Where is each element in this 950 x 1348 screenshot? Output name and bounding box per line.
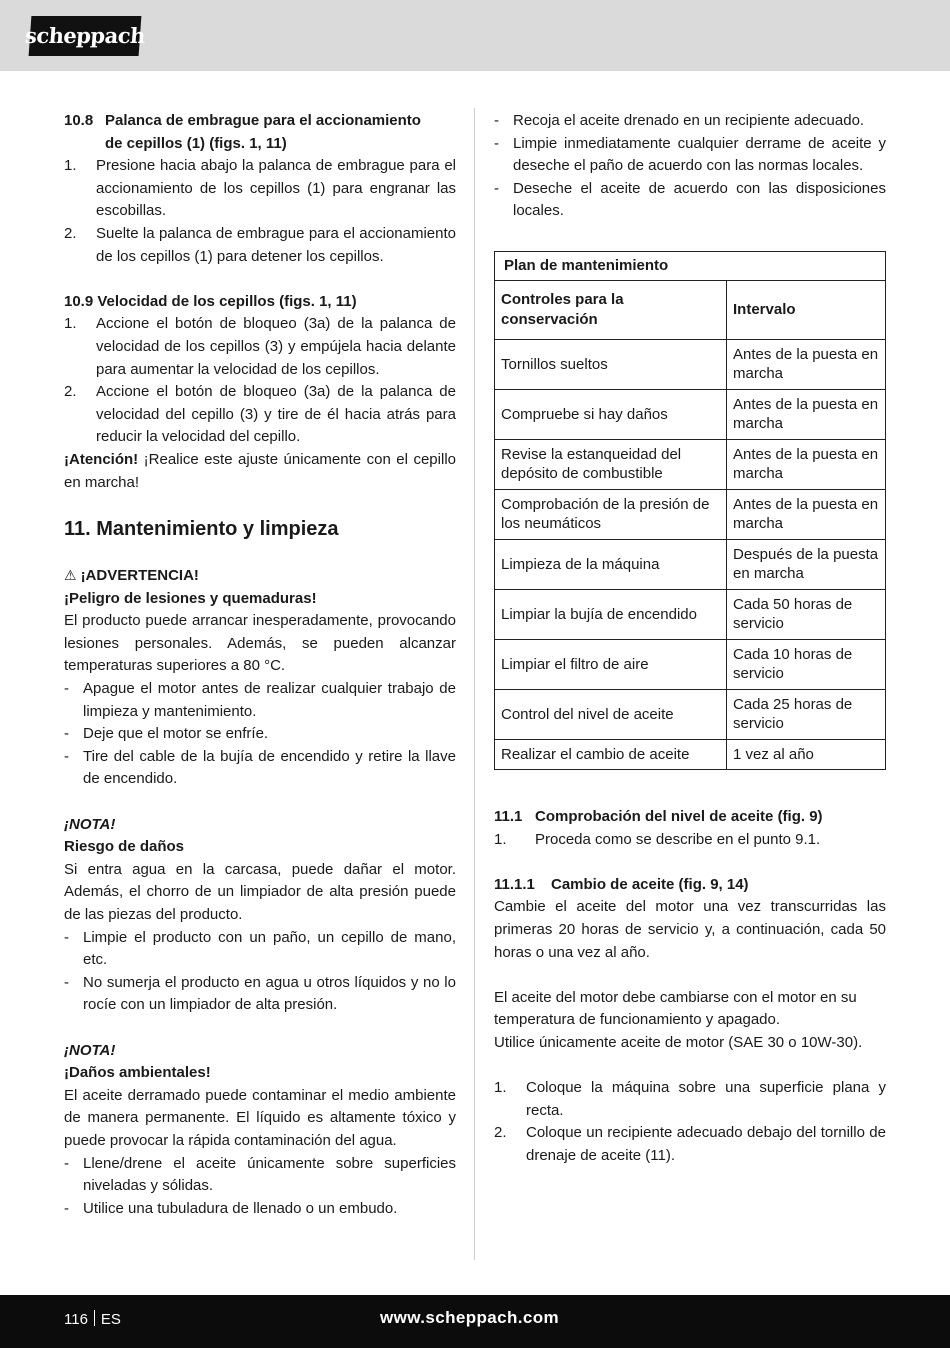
list-item: - Deje que el motor se enfríe.: [64, 725, 269, 743]
list-item: - Utilice una tubuladura de llenado o un embudo.: [64, 1199, 398, 1217]
section-11-1-heading: 11.1 Comprobación del nivel de aceite (fig. 9): [494, 807, 823, 825]
note-heading: ¡NOTA!: [64, 1041, 116, 1059]
list-item: - Deseche el aceite de acuerdo con las disposiciones locales.: [494, 179, 886, 220]
note-subheading: Riesgo de daños: [64, 838, 185, 856]
table-row: Control del nivel de aceite Cada 25 horas de servicio: [495, 689, 886, 739]
list-item: 1. Proceda como se describe en el punto 9.1.: [494, 830, 821, 848]
list-item: - Limpie inmediatamente cualquier derrame de aceite y deseche el paño de acuerdo con las normas locales.: [494, 134, 886, 175]
header-bar: [0, 0, 950, 71]
oil-change-text: Utilice únicamente aceite de motor (SAE 30 o 10W-30).: [494, 1033, 863, 1051]
table-row: Limpiar el filtro de aire Cada 10 horas de servicio: [495, 639, 886, 689]
list-item: - Llene/drene el aceite únicamente sobre superficies niveladas y sólidas.: [64, 1154, 456, 1195]
oil-change-text: Cambie el aceite del motor una vez transcurridas las primeras 20 horas de servicio y, a continuación, cada 50 horas o una vez al año.: [494, 898, 886, 961]
table-row: Realizar el cambio de aceite 1 vez al año: [495, 739, 886, 769]
list-item: 2. Suelte la palanca de embrague para el accionamiento de los cepillos (1) para detener los cepillos.: [64, 224, 456, 265]
list-item: - Apague el motor antes de realizar cualquier trabajo de limpieza y mantenimiento.: [64, 680, 456, 720]
attention-note: ¡Atención! ¡Realice este ajuste únicamente con el cepillo en marcha!: [64, 450, 456, 491]
oil-change-text: El aceite del motor debe cambiarse con el motor en su temperatura de funcionamiento y apagado.: [494, 988, 857, 1029]
warning-triangle-icon: ⚠: [64, 567, 77, 584]
section-10-9-heading: 10.9 Velocidad de los cepillos (figs. 1, 11): [64, 292, 357, 310]
list-item: - No sumerja el producto en agua u otros líquidos y no lo rocíe con un limpiador de alta presión.: [64, 973, 456, 1014]
footer-bar: [0, 1295, 950, 1348]
brand-logo: scheppach: [29, 16, 142, 56]
left-column: [64, 110, 456, 1220]
table-header-interval: Intervalo: [727, 280, 886, 339]
list-item: 1. Accione el botón de bloqueo (3a) de la palanca de velocidad de los cepillos (3) y empújela hacia delante para aumentar la velocidad de los cepillos.: [64, 315, 456, 378]
table-title: Plan de mantenimiento: [495, 251, 886, 280]
list-item: - Recoja el aceite drenado en un recipiente adecuado.: [494, 112, 865, 129]
list-item: 1. Presione hacia abajo la palanca de embrague para el accionamiento de los cepillos (1) para engranar las escobillas.: [64, 157, 456, 220]
maintenance-table: [494, 251, 886, 770]
section-11-heading: 11. Mantenimiento y limpieza: [64, 518, 339, 541]
section-10-8-heading: 10.8 Palanca de embrague para el accionamiento de cepillos (1) (figs. 1, 11): [64, 112, 421, 152]
note-text: Si entra agua en la carcasa, puede dañar el motor. Además, el chorro de un limpiador de alta presión puede de las piezas del producto.: [64, 860, 456, 923]
table-row: Limpiar la bujía de encendido Cada 50 horas de servicio: [495, 589, 886, 639]
table-row: Comprobación de la presión de los neumáticos Antes de la puesta en marcha: [495, 489, 886, 539]
section-11-1-1-heading: 11.1.1 Cambio de aceite (fig. 9, 14): [494, 875, 749, 893]
list-item: 2. Accione el botón de bloqueo (3a) de la palanca de velocidad del cepillo (3) y tire de él hacia atrás para reducir la velocidad del cepillo.: [64, 383, 456, 446]
list-item: - Tire del cable de la bujía de encendido y retire la llave de encendido.: [64, 747, 456, 788]
column-divider: [474, 108, 475, 1260]
note-heading: ¡NOTA!: [64, 815, 116, 833]
table-row: Tornillos sueltos Antes de la puesta en marcha: [495, 339, 886, 389]
warning-subheading: ¡Peligro de lesiones y quemaduras!: [64, 589, 317, 607]
right-column: [494, 110, 886, 1167]
table-header-controls: Controles para la conservación: [495, 280, 727, 339]
website-url: www.scheppach.com: [380, 1308, 560, 1327]
list-item: 1. Coloque la máquina sobre una superficie plana y recta.: [494, 1079, 886, 1119]
note-text: El aceite derramado puede contaminar el medio ambiente de manera permanente. El líquido es altamente tóxico y puede provocar la rápida contaminación del agua.: [64, 1086, 456, 1149]
note-subheading: ¡Daños ambientales!: [64, 1064, 211, 1082]
warning-heading: ⚠ ¡ADVERTENCIA!: [64, 567, 199, 585]
list-item: - Limpie el producto con un paño, un cepillo de mano, etc.: [64, 928, 456, 969]
table-row: Limpieza de la máquina Después de la puesta en marcha: [495, 539, 886, 589]
warning-text: El producto puede arrancar inesperadamente, provocando lesiones personales. Además, se pueden alcanzar temperaturas superiores a 80 °C.: [64, 612, 456, 675]
table-row: Compruebe si hay daños Antes de la puesta en marcha: [495, 389, 886, 439]
table-row: Revise la estanqueidad del depósito de combustible Antes de la puesta en marcha: [495, 439, 886, 489]
page-number: 116 ES: [64, 1311, 121, 1328]
list-item: 2. Coloque un recipiente adecuado debajo del tornillo de drenaje de aceite (11).: [494, 1124, 886, 1164]
